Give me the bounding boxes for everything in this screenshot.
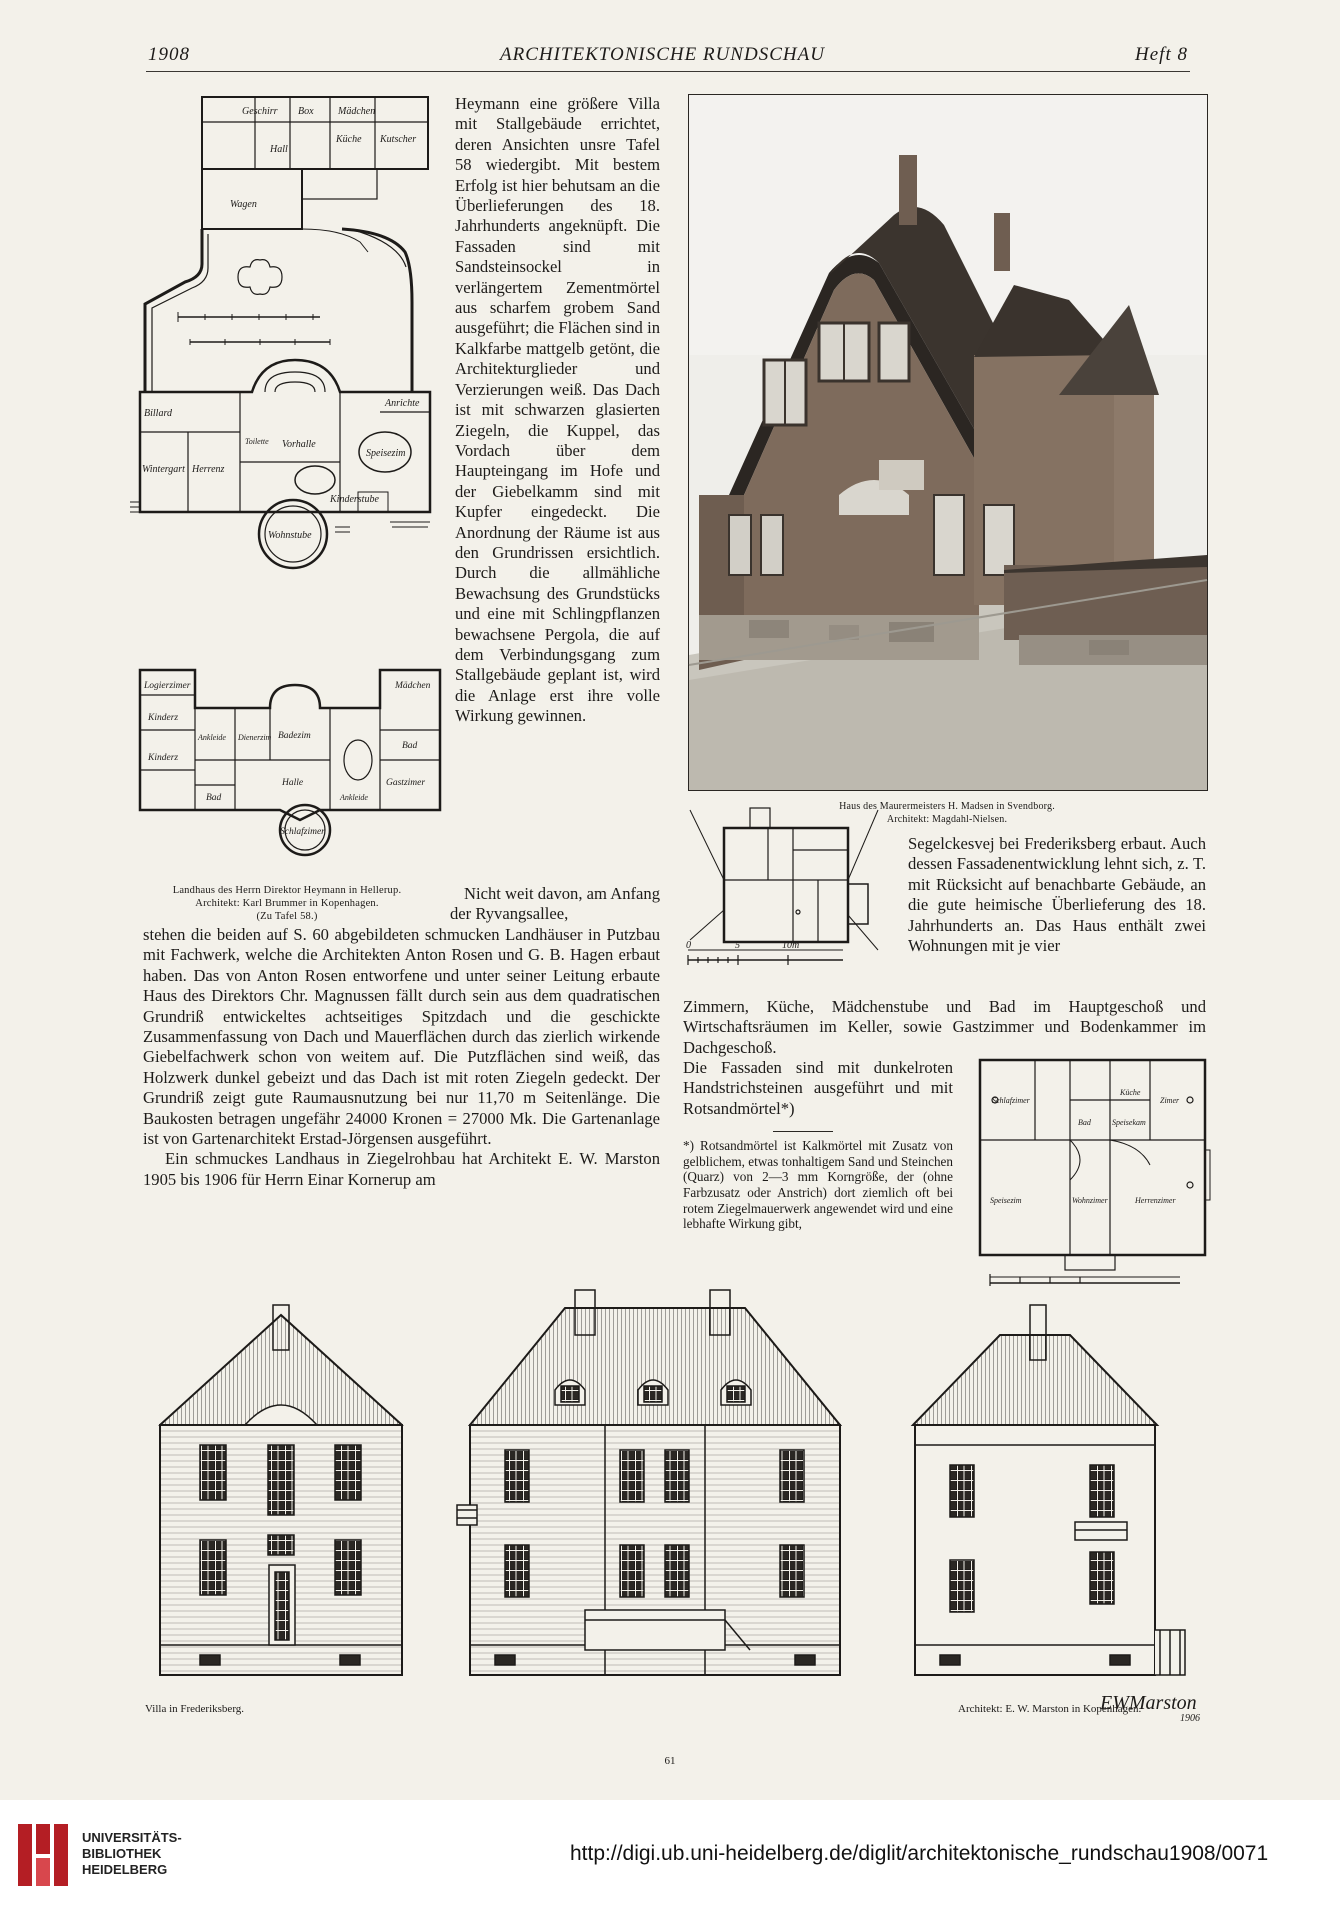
plan4-room-speisekam: Speisekam: [1112, 1118, 1146, 1127]
caption-madsen-line1: Haus des Maurermeisters H. Madsen in Svendborg.: [839, 801, 1055, 812]
scale-five: 5: [735, 940, 740, 951]
library-logo-icon: [18, 1824, 72, 1886]
caption-villa-frederiksberg: Villa in Frederiksberg.: [145, 1703, 245, 1715]
plan2-room-ankleide-2: Ankleide: [340, 793, 368, 802]
plan1-room-kutscher: Kutscher: [380, 134, 417, 145]
plan2-room-kinderz-1: Kinderz: [148, 713, 179, 723]
library-name: [82, 1830, 182, 1878]
library-name-line2: BIBLIOTHEK: [82, 1846, 162, 1861]
signature-marston: EWMarston: [1100, 1692, 1197, 1714]
right-text-block: [908, 834, 1206, 956]
plan2-room-bad-2: Bad: [206, 793, 222, 803]
paragraph-ryvangsallee-start: Nicht weit davon, am Anfang der Ryvangsallee,: [450, 884, 660, 924]
scale-zero: 0: [686, 940, 691, 951]
plan1-room-vorhalle: Vorhalle: [282, 439, 316, 450]
paragraph-zimmern: Zimmern, Küche, Mädchenstube und Bad im Hauptgeschoß und Wirtschaftsräumen im Keller, sowie Gastzimmer und Bodenkammer im Dachgeschoß.: [683, 997, 1206, 1057]
paragraph-fassaden: Die Fassaden sind mit dunkelroten Handstrichsteinen ausgeführt und mit Rotsandmörtel*): [683, 1058, 953, 1118]
plan1-room-geschirr: Geschirr: [242, 106, 278, 117]
plan4-room-speisezim: Speisezim: [990, 1196, 1022, 1205]
plan2-room-kinderz-2: Kinderz: [148, 753, 179, 763]
caption-architekt-marston: Architekt: E. W. Marston in Kopenhagen.: [958, 1703, 1142, 1715]
plan-villa-frederiksberg-main-floor: [960, 1055, 1210, 1290]
plan4-room-kueche: Küche: [1120, 1088, 1141, 1097]
plan1-room-toilette: Toilette: [245, 437, 269, 446]
upper-floor-plan-heymann: [130, 660, 448, 860]
column-heymann-continuation: [450, 884, 660, 925]
plan4-room-bad: Bad: [1078, 1118, 1091, 1127]
page-number: 61: [664, 1755, 676, 1767]
footnote-rule: [773, 1131, 833, 1132]
plan1-room-maedchen: Mädchen: [338, 106, 376, 117]
plan4-room-schlafzimer: Schlafzimer: [992, 1096, 1030, 1105]
plan2-room-logier: Logierzimer: [144, 681, 191, 691]
library-name-line3: HEIDELBERG: [82, 1862, 168, 1877]
plan2-room-diener: Dienerzim: [238, 733, 272, 742]
plan1-room-wohnstube: Wohnstube: [268, 530, 312, 541]
plan4-room-herrenzimer: Herrenzimer: [1135, 1196, 1176, 1205]
library-name-line1: UNIVERSITÄTS-: [82, 1830, 182, 1845]
plan1-room-wintergart: Wintergart: [142, 464, 185, 475]
plan1-room-herrenz: Herrenz: [192, 464, 225, 475]
paragraph-segelckesvej: Segelckesvej bei Frederiksberg erbaut. Auch dessen Fassadenentwicklung lehnt sich, z. T. mit Rücksicht auf benachbarte Gebäude, an die gute heimische Überlieferung des 18. Jahrhunderts an. Das Haus enthält zwei Wohnungen mit je vier: [908, 834, 1206, 956]
plan2-room-schlaf: Schlafzimer: [280, 827, 325, 837]
plan1-room-kinderstube: Kinderstube: [330, 494, 379, 505]
scale-ten: 10m: [782, 940, 800, 951]
plan2-room-gast: Gastzimer: [386, 778, 426, 788]
running-header: [148, 44, 1188, 74]
permalink-url[interactable]: http://digi.ub.uni-heidelberg.de/diglit/architektonische_rundschau1908/0071: [570, 1842, 1269, 1865]
plan2-room-bad-1: Bad: [402, 741, 418, 751]
footnote-rotsandmoertel: *) Rotsandmörtel ist Kalkmörtel mit Zusatz von gelblichem, etwas tonhaltigem Sand und Steinchen (Quarz) von 2—3 mm Korngröße, der (ohne Farbzusatz oder Anstrich) dort ziemlich oft bei rotem Ziegelmauerwerk angewendet wird und eine lebhafte Wirkung gibt,: [683, 1138, 953, 1232]
right-wide-text-block: [683, 997, 1206, 1058]
caption-heymann-line3: (Zu Tafel 58.): [256, 911, 318, 922]
paragraph-marston-intro: Ein schmuckes Landhaus in Ziegelrohbau hat Architekt E. W. Marston 1905 bis 1906 für Herrn Einar Kornerup am: [143, 1149, 660, 1189]
digitization-footer: [0, 1800, 1340, 1913]
plan4-room-wohnzimer: Wohnzimer: [1072, 1196, 1108, 1205]
column-heymann-text: [455, 94, 660, 727]
plan1-room-billard: Billard: [144, 408, 172, 419]
caption-heymann-line2: Architekt: Karl Brummer in Kopenhagen.: [195, 898, 379, 909]
header-issue: Heft 8: [1135, 44, 1188, 65]
plan-villa-frederiksberg-basement: [688, 800, 888, 980]
header-title: ARCHITEKTONISCHE RUNDSCHAU: [500, 44, 825, 65]
signature-year: 1906: [1180, 1713, 1200, 1724]
header-rule: [146, 71, 1190, 72]
caption-heymann: [126, 884, 448, 923]
right-narrow-text-block: [683, 1058, 953, 1232]
caption-madsen-line2: Architekt: Magdahl-Nielsen.: [886, 814, 1008, 825]
plan1-room-kueche: Küche: [336, 134, 362, 145]
plan1-room-anrichte: Anrichte: [385, 398, 420, 409]
elevations-villa-frederiksberg: [145, 1290, 1215, 1690]
caption-heymann-line1: Landhaus des Herrn Direktor Heymann in Hellerup.: [172, 885, 402, 896]
paragraph-rosen-hagen: stehen die beiden auf S. 60 abgebildeten schmucken Landhäuser in Putzbau mit Fachwerk, welche die Architekten Anton Rosen und G. B. Hagen erbaut haben. Das von Anton Rosen entworfene und unter seiner Leitung erbaute Haus des Direktors Chr. Magnussen fällt durch sein aus dem quadratischen Grundriß entwickeltes achtseitiges Spitzdach und die geschickte Zusammenfassung von Dach und Mauerflächen durch das zierlich wirkende Giebelfachwerk schon von weitem auf. Die Putzflächen sind weiß, das Holzwerk dunkel gebeizt und das Dach ist mit roten Ziegeln gedeckt. Der Grundriß zeigt gute Raumausnutzung bei nur 11,70 m Seitenlänge. Die Baukosten betragen ungefähr 24000 Kronen = 27000 Mk. Die Gartenanlage ist von Gartenarchitekt Erstad-Jörgensen ausgeführt.: [143, 925, 660, 1149]
paragraph-heymann: Heymann eine größere Villa mit Stallgebäude errichtet, deren Ansichten unsre Tafel 58 wiedergibt. Mit bestem Erfolg ist hier behutsam an die Überlieferungen des 18. Jahrhunderts angeknüpft. Die Fassaden sind mit Sandsteinsockel in verlängertem Zementmörtel aus scharfem grobem Sand ausgeführt; die Flächen sind in Kalkfarbe mattgelb getönt, die Architekturglieder und Verzierungen weiß. Das Dach ist mit schwarzen glasierten Ziegeln, die Kuppel, das Vordach über dem Haupteingang im Hofe und der Giebelkamm sind mit Kupfer eingedeckt. Die Anordnung der Räume ist aus den Grundrissen ersichtlich. Durch die allmähliche Bewachsung des Grundstücks und eine mit Schlingpflanzen bewachsene Pergola, die auf dem Verbindungsgang zum Stallgebäude geplant ist, wird die Anlage erst ihre volle Wirkung gewinnen.: [455, 94, 660, 726]
plan1-room-hall: Hall: [270, 144, 288, 155]
header-year: 1908: [148, 44, 190, 65]
ground-floor-plan-heymann: [130, 92, 448, 652]
main-text-block: [143, 925, 660, 1190]
plan1-room-box: Box: [298, 106, 314, 117]
plan4-room-zimer: Zimer: [1160, 1096, 1180, 1105]
plan2-room-badezim: Badezim: [278, 731, 311, 741]
plan2-room-ankleide: Ankleide: [198, 733, 226, 742]
plan2-room-halle: Halle: [282, 778, 304, 788]
plan1-room-speisezim: Speisezim: [366, 448, 406, 459]
photo-house-madsen: [688, 94, 1208, 791]
plan1-room-wagen: Wagen: [230, 199, 257, 210]
plan2-room-maedchen: Mädchen: [395, 681, 431, 691]
